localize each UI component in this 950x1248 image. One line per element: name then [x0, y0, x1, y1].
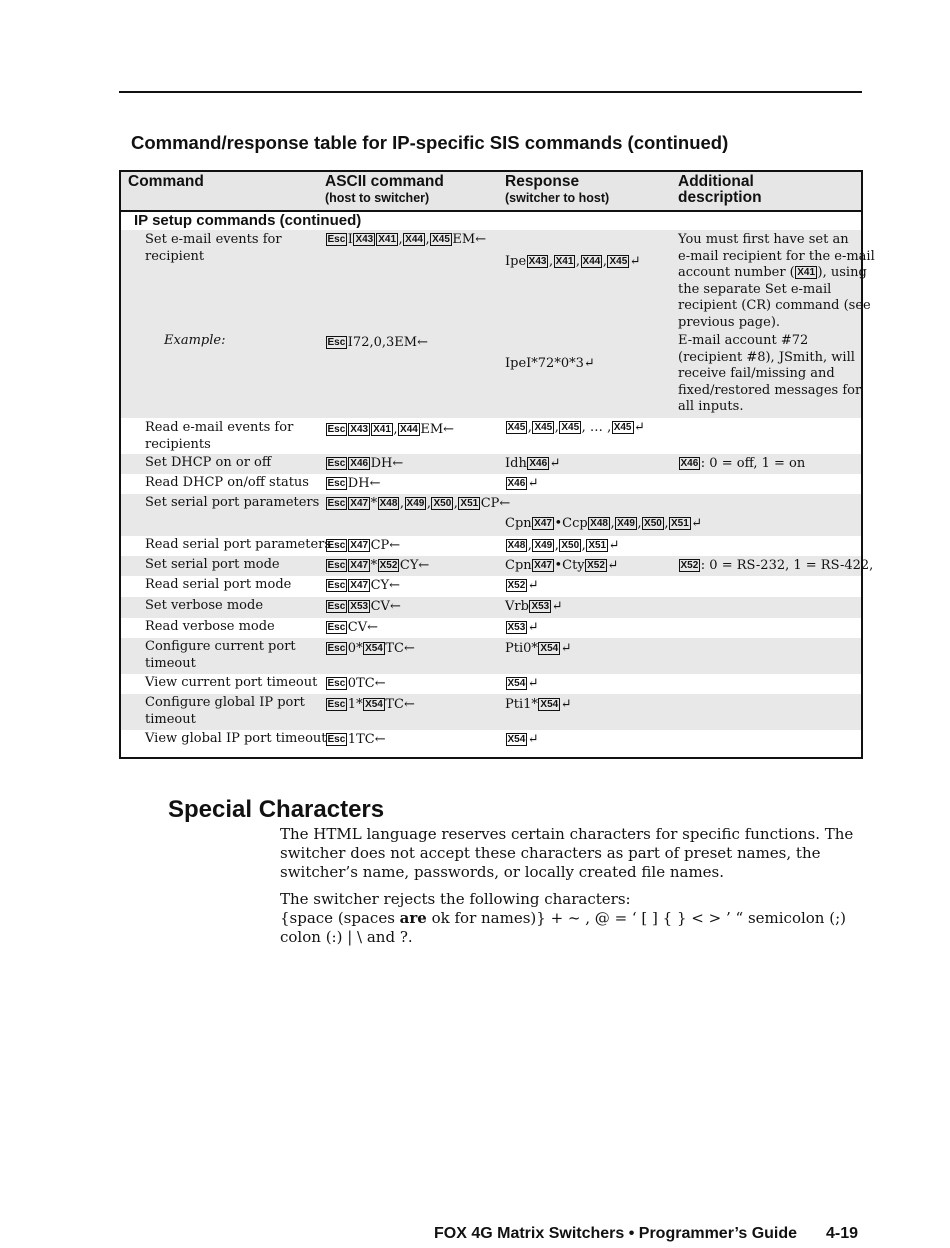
key-code-box: X44 [405, 234, 423, 245]
enter-arrow-icon: ← [499, 496, 511, 511]
footer-title: FOX 4G Matrix Switchers • Programmer’s Guide [434, 1225, 798, 1242]
response-cell [505, 476, 539, 493]
key-code-box: X45 [561, 422, 580, 433]
text-run: 1* [347, 697, 363, 712]
text-run: , [425, 232, 430, 247]
text-run: CV [370, 599, 390, 614]
header-response: Response (switcher to host) [505, 173, 610, 205]
enter-arrow-icon: ← [475, 232, 487, 247]
response-cell [505, 697, 572, 714]
text-run: Pti1* [505, 697, 538, 712]
text-run: Cpn [505, 558, 532, 573]
text-run: , [575, 254, 581, 269]
text-run: Ipe [505, 254, 527, 269]
key-code-box: X54 [540, 699, 559, 710]
key-code-box: X44 [582, 256, 601, 267]
description-cell [678, 558, 873, 575]
enter-arrow-icon: ← [417, 335, 428, 350]
table-row [121, 694, 861, 730]
key-code-box: X53 [350, 601, 369, 612]
text-run: , … , [581, 420, 612, 435]
key-code-box: X52 [587, 560, 605, 571]
command-cell: Set verbose mode [145, 598, 264, 613]
command-cell: Read serial port parameters [145, 537, 332, 552]
response-cell [505, 676, 539, 693]
command-table [119, 170, 875, 759]
ascii-cell [325, 422, 454, 439]
enter-arrow-icon: ← [404, 641, 415, 656]
key-code-box: X41 [373, 424, 391, 435]
response-cell [505, 558, 618, 575]
ascii-cell [325, 538, 400, 555]
response-cell [505, 456, 561, 473]
key-code-box: X41 [555, 256, 574, 267]
key-code-box: Esc [327, 337, 346, 348]
text-run: 0TC [347, 676, 375, 691]
ascii-cell [325, 232, 486, 249]
return-arrow-icon: ↵ [527, 476, 539, 491]
text-run: CP [480, 496, 500, 511]
key-code-box: X43 [355, 234, 374, 245]
text-run: I [347, 232, 353, 247]
text-run: •Ccp [554, 516, 588, 531]
key-code-box: X47 [350, 580, 369, 591]
text-run: , [554, 538, 559, 553]
example-response [505, 356, 595, 373]
key-code-box: Esc [327, 622, 346, 633]
command-cell: Set serial port mode [145, 557, 280, 572]
key-code-box: X49 [534, 540, 553, 551]
table-header [121, 172, 861, 212]
description-cell [678, 232, 875, 331]
table-row [121, 597, 861, 618]
key-code-box: X54 [540, 643, 559, 654]
text-run: Cpn [505, 516, 532, 531]
ascii-cell [325, 697, 415, 714]
example-description: E-mail account #72 (recipient #8), JSmith, will receive fail/missing and fixed/restored messages for all inputs. [678, 333, 862, 414]
key-code-box: X43 [528, 256, 547, 267]
key-code-box: Esc [327, 734, 346, 745]
section-heading: Special Characters [168, 796, 385, 823]
return-arrow-icon: ↵ [527, 732, 539, 747]
key-code-box: X47 [350, 498, 369, 509]
ascii-cell [325, 732, 386, 749]
text-run: , [527, 420, 532, 435]
key-code-box: X52 [507, 580, 526, 591]
text-run: EM [420, 422, 444, 437]
key-code-box: Esc [327, 560, 346, 571]
key-code-box: X49 [617, 518, 635, 529]
description-cell [678, 456, 805, 473]
command-cell: Set DHCP on or off [145, 455, 272, 470]
return-arrow-icon: ↵ [560, 641, 572, 656]
table-row [121, 730, 861, 757]
enter-arrow-icon: ← [389, 599, 401, 614]
example-label: Example: [164, 333, 226, 348]
paragraph-rejected: The switcher rejects the following characters: {space (spaces are ok for names)} + ~ , @ = ‘ [ ] { } < > ’ “ semicolon (;) colon (:) | \ and ?. [280, 890, 846, 946]
table-row [121, 454, 861, 474]
key-code-box: Esc [327, 458, 346, 469]
table-row [121, 638, 861, 674]
key-code-box: X46 [350, 458, 369, 469]
key-code-box: Esc [327, 601, 346, 612]
ascii-cell [325, 578, 400, 595]
text-run: e-mail recipient for the e-mail [678, 248, 875, 264]
enter-arrow-icon: ← [374, 676, 386, 691]
text-run: , [398, 232, 403, 247]
key-code-box: X54 [365, 643, 383, 654]
key-code-box: X51 [460, 498, 479, 509]
key-code-box: X52 [379, 560, 398, 571]
text-run: CP [370, 538, 390, 553]
key-code-box: X51 [670, 518, 689, 529]
table-row [121, 576, 861, 597]
text-run: , [602, 254, 607, 269]
text-run: * [370, 558, 378, 573]
ascii-cell [325, 676, 386, 693]
text-run: , [426, 496, 431, 511]
table-row [121, 418, 861, 454]
response-cell [505, 578, 539, 595]
text-run: previous page). [678, 314, 781, 330]
return-arrow-icon: ↵ [549, 456, 561, 471]
return-arrow-icon: ↵ [527, 578, 539, 593]
key-code-box: Esc [327, 234, 346, 245]
key-code-box: X51 [588, 540, 607, 551]
enter-arrow-icon: ← [374, 732, 386, 747]
text-run: , [399, 496, 405, 511]
text-run: , [554, 420, 559, 435]
table-row [121, 536, 861, 556]
text-run: •Cty [554, 558, 585, 573]
response-cell [505, 538, 620, 555]
return-arrow-icon: ↵ [560, 697, 572, 712]
text-run: recipient (CR) command (see [678, 298, 871, 313]
text-run: 1TC [347, 732, 375, 747]
command-cell: Read DHCP on/off status [145, 475, 309, 490]
enter-arrow-icon: ← [369, 476, 381, 491]
table-title: Command/response table for IP-specific SIS commands (continued) [131, 132, 729, 153]
key-code-box: X47 [350, 540, 369, 551]
key-code-box: Esc [327, 540, 346, 551]
command-cell: Read e-mail events for recipients [145, 420, 294, 452]
key-code-box: X53 [507, 622, 526, 633]
text-run: I72,0,3EM [347, 335, 418, 350]
text-run: , [527, 538, 532, 553]
text-run: , [453, 496, 458, 511]
text-run: CV [347, 620, 368, 635]
key-code-box: X52 [680, 560, 699, 571]
key-code-box: X54 [365, 699, 383, 710]
table-row [121, 618, 861, 638]
command-cell: Set serial port parameters [145, 495, 320, 510]
command-cell: Configure current port timeout [145, 639, 296, 671]
text-run: account number ( [678, 265, 795, 280]
key-code-box: Esc [327, 643, 346, 654]
enter-arrow-icon: ← [418, 558, 430, 573]
response-cell [505, 599, 563, 616]
ascii-cell [325, 641, 415, 658]
response-cell [505, 732, 539, 749]
return-arrow-icon: ↵ [607, 558, 619, 573]
return-arrow-icon: ↵ [527, 676, 539, 691]
command-cell: Read serial port mode [145, 577, 292, 592]
text-run: , [548, 254, 554, 269]
text-run: 0* [347, 641, 363, 656]
response-cell [505, 620, 539, 637]
key-code-box: X46 [507, 478, 526, 489]
table-row [121, 474, 861, 494]
text-run: You must first have set an [678, 232, 849, 247]
header-command: Command [128, 173, 204, 190]
table-row [121, 230, 875, 418]
key-code-box: X47 [350, 560, 369, 571]
ascii-cell [325, 620, 378, 637]
key-code-box: X54 [507, 734, 526, 745]
page-number: 4-19 [826, 1225, 859, 1242]
response-cell [505, 641, 572, 658]
key-code-box: Esc [327, 678, 346, 689]
text-run: ), using [817, 265, 867, 280]
example-ascii [325, 335, 428, 352]
key-code-box: X45 [507, 422, 526, 433]
key-code-box: X53 [531, 601, 550, 612]
key-code-box: X41 [378, 234, 397, 245]
paragraph-reserved: The HTML language reserves certain characters for specific functions. The switcher does not accept these characters as part of preset names, the switcher’s name, passwords, or locally created file names. [280, 825, 854, 881]
command-cell: View global IP port timeout [145, 731, 327, 746]
return-arrow-icon: ↵ [629, 254, 641, 269]
text-run: DH [347, 476, 370, 491]
text-run: EM [452, 232, 476, 247]
enter-arrow-icon: ← [443, 422, 455, 437]
text-run: : 0 = RS-232, 1 = RS-422, [700, 558, 874, 573]
return-arrow-icon: ↵ [551, 599, 563, 614]
key-code-box: X41 [797, 267, 816, 278]
header-ascii: ASCII command (host to switcher) [325, 173, 444, 205]
return-arrow-icon: ↵ [691, 516, 703, 531]
text-run: TC [385, 641, 404, 656]
table-row [121, 556, 874, 576]
top-rule [119, 91, 862, 93]
text-run: , [664, 516, 669, 531]
enter-arrow-icon: ← [392, 456, 404, 471]
response-cell [505, 516, 702, 533]
return-arrow-icon: ↵ [634, 420, 645, 435]
key-code-box: X50 [433, 498, 452, 509]
key-code-box: Esc [327, 478, 346, 489]
key-code-box: X54 [507, 678, 526, 689]
text-run: IpeI*72*0*3 [505, 356, 584, 371]
key-code-box: X48 [379, 498, 398, 509]
command-cell: View current port timeout [145, 675, 318, 690]
key-code-box: X45 [609, 256, 628, 267]
response-cell [505, 254, 641, 271]
text-run: CY [370, 578, 390, 593]
command-cell: Set e-mail events for recipient [145, 232, 282, 264]
key-code-box: X44 [400, 424, 418, 435]
enter-arrow-icon: ← [389, 538, 401, 553]
key-code-box: X50 [644, 518, 662, 529]
enter-arrow-icon: ← [367, 620, 379, 635]
text-run: , [637, 516, 642, 531]
ascii-cell [325, 476, 380, 493]
return-arrow-icon: ↵ [608, 538, 620, 553]
key-code-box: X45 [613, 422, 632, 433]
text-run: Vrb [505, 599, 529, 614]
key-code-box: X45 [534, 422, 553, 433]
key-code-box: X46 [680, 458, 699, 469]
text-run: DH [370, 456, 393, 471]
enter-arrow-icon: ← [404, 697, 415, 712]
key-code-box: X45 [432, 234, 450, 245]
command-cell: Configure global IP port timeout [145, 695, 305, 727]
table-row [121, 494, 861, 536]
text-run: the separate Set e-mail [678, 281, 832, 297]
text-run: CY [399, 558, 419, 573]
key-code-box: Esc [327, 498, 346, 509]
return-arrow-icon: ↵ [527, 620, 539, 635]
text-run: , [581, 538, 586, 553]
text-run: TC [385, 697, 404, 712]
key-code-box: X48 [507, 540, 526, 551]
text-run: Pti0* [505, 641, 538, 656]
ascii-cell [325, 496, 510, 513]
text-run: , [393, 422, 398, 437]
return-arrow-icon: ↵ [583, 356, 595, 371]
text-run: , [610, 516, 615, 531]
enter-arrow-icon: ← [389, 578, 401, 593]
text-run: : 0 = off, 1 = on [700, 456, 806, 471]
key-code-box: Esc [327, 580, 346, 591]
text-run: * [370, 496, 378, 511]
key-code-box: X46 [529, 458, 548, 469]
ascii-cell [325, 456, 403, 473]
key-code-box: X47 [534, 560, 552, 571]
key-code-box: Esc [327, 424, 346, 435]
ascii-cell [325, 599, 401, 616]
text-run: Idh [505, 456, 527, 471]
key-code-box: X43 [350, 424, 369, 435]
response-cell [505, 420, 645, 437]
ascii-cell [325, 558, 429, 575]
section-title: IP setup commands (continued) [134, 212, 362, 229]
key-code-box: X47 [534, 518, 552, 529]
header-additional: Additional description [678, 173, 762, 206]
key-code-box: X48 [590, 518, 608, 529]
table-row [121, 674, 861, 694]
key-code-box: X49 [406, 498, 425, 509]
key-code-box: X50 [561, 540, 580, 551]
command-cell: Read verbose mode [145, 619, 275, 634]
key-code-box: Esc [327, 699, 346, 710]
